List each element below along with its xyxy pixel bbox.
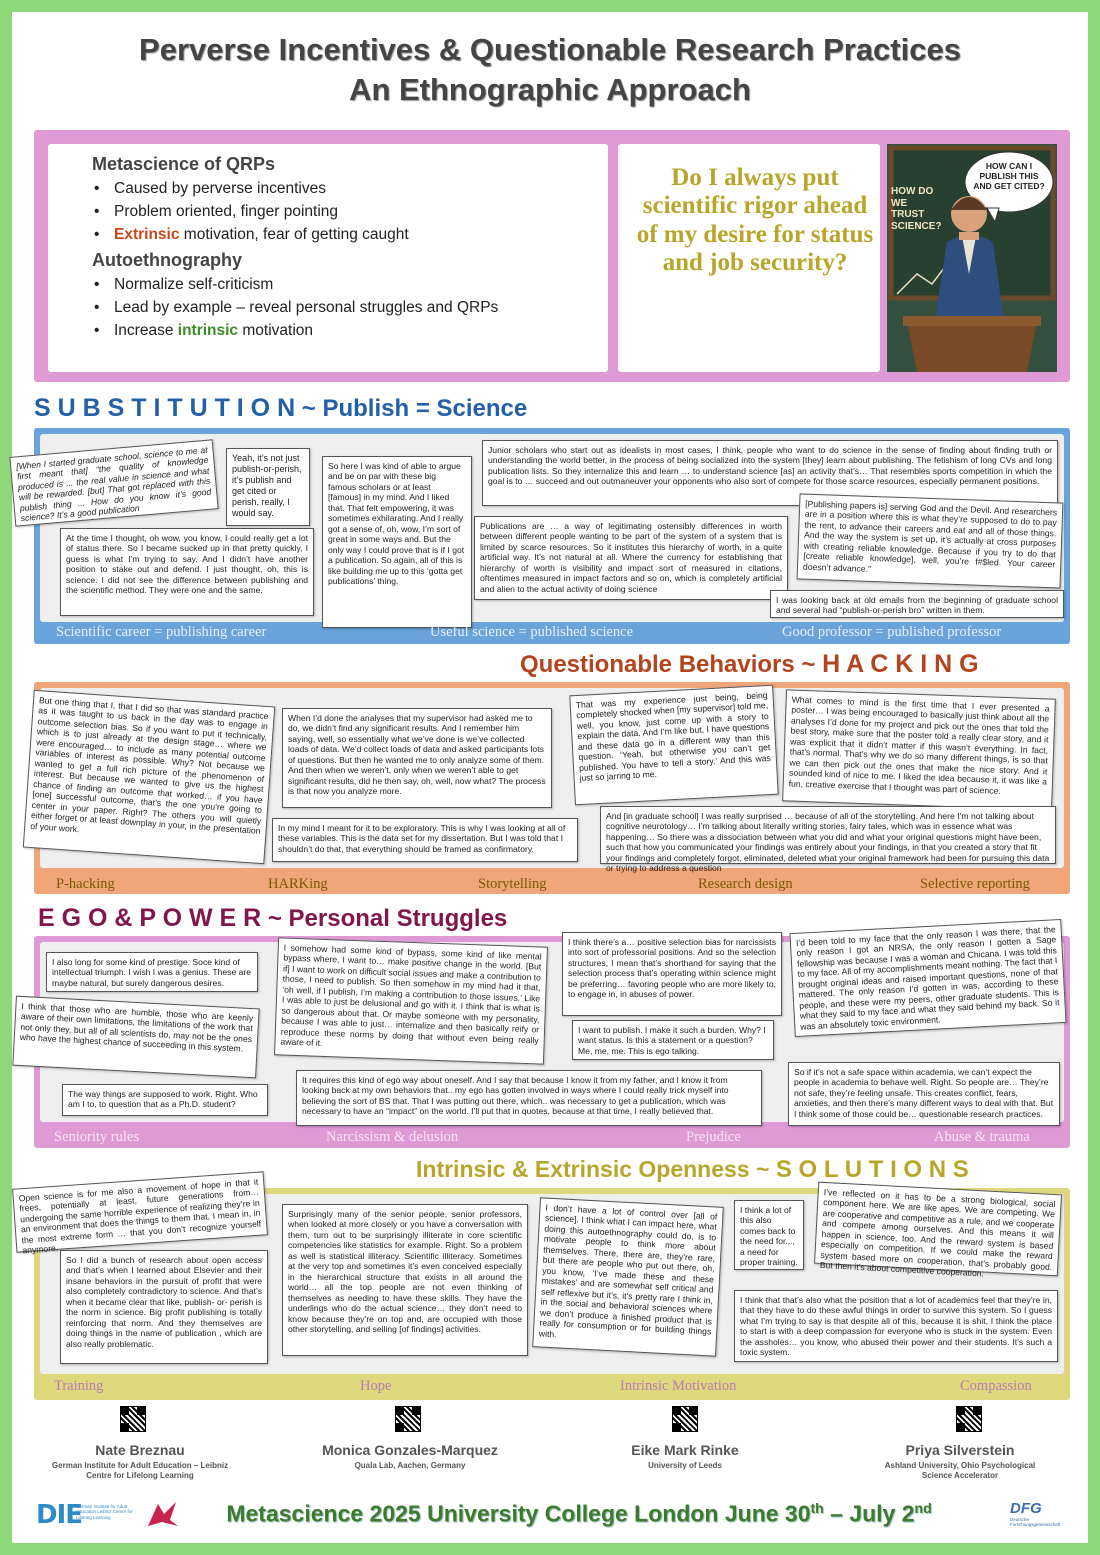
quote-card: I’d been told to my face that the only reason I was there, that the only reason I got an NRSA, the only reason I gotten a Sage fellowship was because I was a woman and Chicana. I was told this to my face. All of my accomplishments meant nothing. The fact that I brought original ideas and raised important questions, none of that mattered. The only reason I’d gotten in was, according to these people, and these were my peers, other graduate students. This is what they said to my face and what they said behind my back. So it was an absolutely toxic environment. [789, 919, 1066, 1037]
theme-label: Good professor = published professor [782, 624, 1002, 640]
dfg-logo-text: DFG [1010, 1500, 1042, 1517]
author-name: Nate Breznau [95, 1442, 185, 1458]
theme-label: Storytelling [478, 876, 547, 892]
quote-card: I’ve reflected on it has to be a strong biological, social component here. We are like apes. We are competing. We are cooperative and competitive as a rule, and we cooperate and compete among ourselves. And this means it will happen in science, too. And the reward system is based especially on competition. If we could make the reward system based more on cooperation, that’s probably good. But then it’s about competitive cooperation. [814, 1182, 1062, 1277]
die-logo [36, 1500, 146, 1534]
quote-card: I want to publish. I make it such a burden. Why? I want status. Is this a statement or a question? Me, me, me. This is ego talking. [572, 1020, 774, 1060]
theme-label: Compassion [960, 1378, 1032, 1394]
quote-card: [Publishing papers is] serving God and the Devil. And researchers are in a position where this is what they’re supposed to do to pay the rent, to advance their careers and eat and all of those things. And the way the system is set up, it’s actually at cross purposes with creating reliable knowledge. Because if you try to do that [create reliable knowledge], well, you’re f#$led. Your career doesn’t advance.” [797, 493, 1064, 588]
intrinsic-highlight: intrinsic [177, 322, 239, 339]
quote-card: I don’t have a lot of control over [all of science]. I think what I can impact here, what doing this autoethnography could do, is to motivate people to think more about themselves. There, there are, they’re rare, but there are people who put out there, oh, you know, ‘I’ve made these and these mistakes’ and are somewhat self critical and self reflexive but it’s, it’s pretty rare I think in, in the social and behavioral sciences where we don’t produce a finished product that is really for consumption or for building things with. [532, 1197, 724, 1356]
dfg-logo [1010, 1500, 1070, 1528]
quote-card: I think that those who are humble, those who are keenly aware of their own limitations, the limitations of the work that not only they, but all of all scientists do, may not be the ones who have the highest chance of succeeding in this system. [12, 996, 259, 1079]
quote-card: Surprisingly many of the senior people, senior professors, when looked at more closely or you have a conversation with them, turn out to be surprisingly illiterate in core scientific competencies like statistics for example. Right. So a problem as well is statistical illiteracy. Scientific illiteracy. Sometimes at the very top and sometimes it’s even conceived especially in the hierarchical structure that exists in all around the world… all the top people are not even thinking of themselves as needing to have these skills. They have the underlings who do the actual science… they don’t need to know because they’re on top and, are occupied with those other storytelling, and selling [of findings] activities. [282, 1204, 528, 1356]
theme-label: Training [54, 1378, 104, 1394]
footer-text-pre: Metascience 2025 University College London June 30 [226, 1500, 811, 1527]
quote-card: [When I started graduate school, science to me at first meant that] “the quality of knowledge produced is ... the real value in science and what will be rewarded. [but] That got replaced with this publish thing ... How do you know it’s good science? It’s a good publication [9, 439, 218, 527]
quote-card: I think that that’s also what the position that a lot of academics feel that they’re in, that they have to do these awful things in order to survive this system. So I guess what I’m trying to say is that despite all of this, because it is shit, I think the place to start is with a deep compassion for everyone who is stuck in the system. Even the assholes… you know, who abused their power and their students. It’s such a toxic system. [734, 1290, 1058, 1362]
solutions-heading-main: Intrinsic & Extrinsic Openness ~ [416, 1156, 776, 1182]
author-block [300, 1442, 520, 1471]
poster-title [40, 30, 1060, 111]
solutions-heading-sub: S O L U T I O N S [775, 1156, 969, 1183]
author-block [590, 1442, 780, 1471]
quote-card: So if it’s not a safe space within academia, we can’t expect the people in academia to behave well. Right. So people are… They’re not safe, they’re feeling unsafe. This creates conflict, fears, anxieties, and then there’s many different ways to deal with that. But I think some of those could be… questionable research practices. [788, 1062, 1060, 1126]
theme-label: Abuse & trauma [934, 1129, 1030, 1145]
author-name: Monica Gonzales-Marquez [322, 1442, 498, 1458]
hacking-heading-main: Questionable Behaviors ~ [520, 651, 823, 678]
die-logo-small: German Institute for Adult Education Leibniz Centre for Lifelong Learning [76, 1504, 133, 1520]
hacking-heading-sub: H A C K I N G [822, 650, 979, 678]
quote-card: The way things are supposed to work. Right. Who am I to, to question that as a Ph.D. student? [62, 1084, 268, 1116]
auto-item-1: • Normalize self-criticism [92, 276, 608, 294]
auto-item-2: • Lead by example – reveal personal struggles and QRPs [92, 299, 608, 317]
quote-card: At the time I thought, oh wow, you know, I could really get a lot of status there. So I became sucked up in that pretty quickly, I guess is what I’m trying to say. And I didn’t have another position to stake out and defend. I just thought, oh, this is science. I did not see the difference between publishing and the scientific method. They were one and the same. [60, 528, 314, 616]
theme-label: Seniority rules [54, 1129, 139, 1145]
meta-item-2: • Problem oriented, finger pointing [92, 203, 608, 221]
dragon-logo-icon [146, 1500, 180, 1530]
die-logo-text: DIE [36, 1500, 83, 1530]
quote-card: So I did a bunch of research about open access and that’s when I learned about Elsevier and their insane behaviors in the pursuit of profit that were also completely contradictory to science. And that’s when it became clear that like, publish- or- perish is the norm in science. Big profit publishing is totally reinforcing that norm. And they themselves are doing things in the name of publication , which are also really problematic. [60, 1250, 268, 1364]
substitution-heading [34, 394, 527, 423]
quote-card: Open science is for me also a movement of hope in that it frees, potentially at least, future generations from… undergoing the same horrible experience of realizing they’re in an environment that does the things to them that, I mean in, in the most extreme form … that you don’t recognize yourself anymore. [12, 1171, 268, 1252]
theme-label: P-hacking [56, 876, 115, 892]
quote-card: Publications are … a way of legitimating ostensibly differences in worth between different people wanting to be part of the system of a system that is limited by scarce resources. So it institutes this hierarchy of worth, in a quite artificial way. It’s not natural at all. Where the currency for establishing that hierarchy of worth is visibility and impact sort of measured in citations, oftentimes measured in impact factors and so on, which is completely artificial and alien to the actual activity of doing science [474, 516, 788, 600]
board-text: HOW DO WE TRUST SCIENCE? [891, 186, 942, 232]
illustration [887, 144, 1057, 372]
quote-card: I also long for some kind of prestige. Soce kind of intellectual triumph. I wish I was a genius. These are maybe natural, but surely dangerous desires. [46, 952, 258, 992]
thought-bubble-text: HOW CAN I PUBLISH THIS AND GET CITED? [973, 161, 1045, 191]
quote-card: That was my experience just being, being completely shocked when [my supervisor] told me, well, you know, just come up with a story to explain the data. And I’m like but, I have questions and these data go in a different way than this question. ‘Yeah, but otherwise you can’t get published. You have to tell a story.’ And this was just so jarring to me. [569, 685, 778, 806]
author-block [870, 1442, 1050, 1482]
intro-bullets-panel [48, 144, 608, 372]
quote-card: I somehow had some kind of bypass, some kind of like mental bypass where, I want to… make positive change in the world. [But if] I want to work on difficult social issues and make a contribution to those, I need to publish. So then somehow in my mind had it that, ‘oh well, if I publish, I’m making a contribution to those issues.’ Like I was able to just be delusional and go with it. I think that is what is so dangerous about that. Or maybe someone with my personality, because I was able to just… internalize and then basically reify or reproduce these norms by doing that without even being really aware of it. [274, 937, 548, 1064]
solutions-heading [416, 1156, 969, 1184]
substitution-heading-sub: ~ Publish = Science [295, 395, 528, 422]
author-affiliation: Ashland University, Ohio Psychological Science Accelerator [884, 1461, 1036, 1481]
footer-sup-1: th [810, 1500, 824, 1516]
title-line-2: An Ethnographic Approach [349, 72, 751, 108]
meta-list [92, 180, 608, 244]
auto-item-3-pre: Increase [114, 322, 178, 339]
qr-code-icon[interactable] [672, 1406, 698, 1432]
meta-item-3-rest: motivation, fear of getting caught [179, 226, 409, 243]
quote-card: And [in graduate school] I was really surprised … because of all of the storytelling. And here I’m not talking about cognitive neurotology… I’m talking about literally writing stories, fairy tales, which was in essence what was happening… So there was a dissociation between what you did and what your original questions might have been, such that how you communicated your findings was entirely about your findings, in that you created a story that fit your findings and completely forgot, eliminated, deleted what your original framework had been for pursuing this data or trying to address a question [600, 806, 1056, 864]
substitution-heading-main: S U B S T I T U T I O N [34, 394, 296, 422]
theme-label: Hope [360, 1378, 392, 1394]
footer-sup-2: nd [914, 1500, 932, 1516]
quote-card: It requires this kind of ego way about oneself. And I say that because I know it from my father, and I know it from looking back at my own behaviors that.. my ego has gotten involved in ways where I could really trick myself into believing the sort of BS that. That I was putting out there, which.. was necessary to get a publication, which was necessary to have an “impact” on the world. I’ll put that in quotes, because at that time, I really believed that. [296, 1070, 762, 1126]
quote-card: So here I was kind of able to argue and be on par with these big famous scholars or at least [famous] in my mind. And I liked that. That felt empowering, it was sometimes exhilarating. And I really got a sense of, oh, wow, I’m sort of great in some ways and. But the only way I could prove that is if I got a publication. So again, all of this is like building me up to this ‘gotta get publications’ thing. [322, 456, 472, 628]
author-name: Eike Mark Rinke [631, 1442, 739, 1458]
theme-label: Scientific career = publishing career [56, 624, 267, 640]
author-name: Priya Silverstein [905, 1442, 1015, 1458]
conference-footer [184, 1500, 974, 1528]
auto-list [92, 276, 608, 340]
quote-card: In my mind I meant for it to be exploratory. This is why I was looking at all of these variables. This is the data set for my dissertation. But I was told that I shouldn’t do that, that everything should be framed as confirmatory. [272, 818, 578, 862]
auto-item-3 [92, 322, 608, 340]
theme-label: Intrinsic Motivation [620, 1378, 737, 1394]
quote-card: But one thing that I, that I did so that was standard practice as it was taught to us back in the day was to engage in outcome selection bias. So if you want to put it technically, which is to just already at the design stage… where we were encouraged… to include as many potential outcome variables of interest as possible. Why? Not because we wanted to get a full rich picture of the phenomenon of interest. But because we wanted to give us the highest chance of finding an outcome that worked… if you have [one] successful outcome, that’s the one you’re going to center in your paper. Right? The others you will quietly either forget or at least downplay in your, in the presentation of your work. [23, 690, 275, 864]
meta-item-1: • Caused by perverse incentives [92, 180, 608, 198]
quote-card: I was looking back at old emails from the beginning of graduate school and several had “publish-or-perish bro” written in them. [770, 590, 1064, 618]
quote-card: Junior scholars who start out as idealists in most cases, I think, people who want to do science in the sense of finding about finding truth or understanding the world better, in the process of being socialized into the system [they] learn about publishing. The fetishism of long CVs and long publication lists. So they internalize this and learn … to understand science [as] an activity that’s… That resembles sports competition in which the goal is to … succeed and out outmaneuver your opponents who also sort of compete for those scarce resources, especially permanent positions. [482, 440, 1058, 506]
question-panel [618, 144, 880, 372]
qr-code-icon[interactable] [395, 1406, 421, 1432]
meta-heading: Metascience of QRPs [92, 154, 276, 174]
theme-label: HARKing [268, 876, 328, 892]
author-affiliation: Quala Lab, Aachen, Germany [354, 1461, 466, 1470]
theme-label: Research design [698, 876, 793, 892]
meta-item-3 [92, 226, 608, 244]
dfg-logo-small: Deutsche Forschungsgemeinschaft [1010, 1517, 1061, 1528]
ego-heading-sub: ~ Personal Struggles [261, 905, 508, 932]
theme-label: Prejudice [686, 1129, 741, 1145]
quote-card: Yeah, it’s not just publish-or-perish, it’s publish and get cited or perish, really, I would say. [226, 448, 310, 526]
auto-item-3-rest: motivation [238, 322, 314, 339]
author-block [40, 1442, 240, 1482]
qr-code-icon[interactable] [120, 1406, 146, 1432]
quote-card: What comes to mind is the first time that I ever presented a poster… I was being encouraged to basically just think about all the analyses I’d done for my project and pick out the ones that told the best story, make sure that the poster told a really clear story, and it was explicit that it didn’t matter if this wasn’t everything. In fact, that’s normal. That’s why we do so many different things, is so that we can then pick out the ones that make the nice story. And it sounded kind of nice to me. I liked the idea because it, it was like a fun, creative exercise that I thought was part of science. [782, 689, 1056, 810]
quote-card: I think there’s a… positive selection bias for narcissists into sort of professorial positions. And so the selection structures, I mean that’s shorthand for saying that the selection process that’s operating within science might be preferring… favoring people who are more likely to, to engage in, in abuses of power. [562, 932, 782, 1016]
author-affiliation: University of Leeds [648, 1461, 722, 1470]
theme-label: Narcissism & delusion [326, 1129, 459, 1145]
hacking-heading [520, 650, 979, 679]
research-question: Do I always put scientific rigor ahead of my desire for status and job security? [636, 164, 874, 276]
ego-heading [38, 904, 507, 933]
auto-heading: Autoethnography [92, 250, 242, 270]
qr-code-icon[interactable] [956, 1406, 982, 1432]
theme-label: Useful science = published science [430, 624, 634, 640]
theme-label: Selective reporting [920, 876, 1030, 892]
quote-card: I think a lot of this also comes back to the need for..., a need for proper training. [734, 1200, 804, 1270]
quote-card: When I’d done the analyses that my supervisor had asked me to do, we didn’t find any significant results. And I remember him saying, well, so essentially what we’ve done is we’ve collected loads of data. We’d collect loads of data and asked participants lots of questions. But then he wanted me to only analyze some of them. And then when we weren’t, only when we weren’t able to get significant results, did he then say, oh, well, now what? The process is that now you analyze more. [282, 708, 552, 808]
title-line-1: Perverse Incentives & Questionable Research Practices [139, 32, 961, 67]
footer-text-mid: – July 2 [823, 1500, 915, 1527]
extrinsic-highlight: Extrinsic [114, 226, 180, 243]
author-affiliation: German Institute for Adult Education – Leibniz Centre for Lifelong Learning [51, 1461, 229, 1481]
ego-heading-main: E G O & P O W E R [38, 904, 262, 932]
